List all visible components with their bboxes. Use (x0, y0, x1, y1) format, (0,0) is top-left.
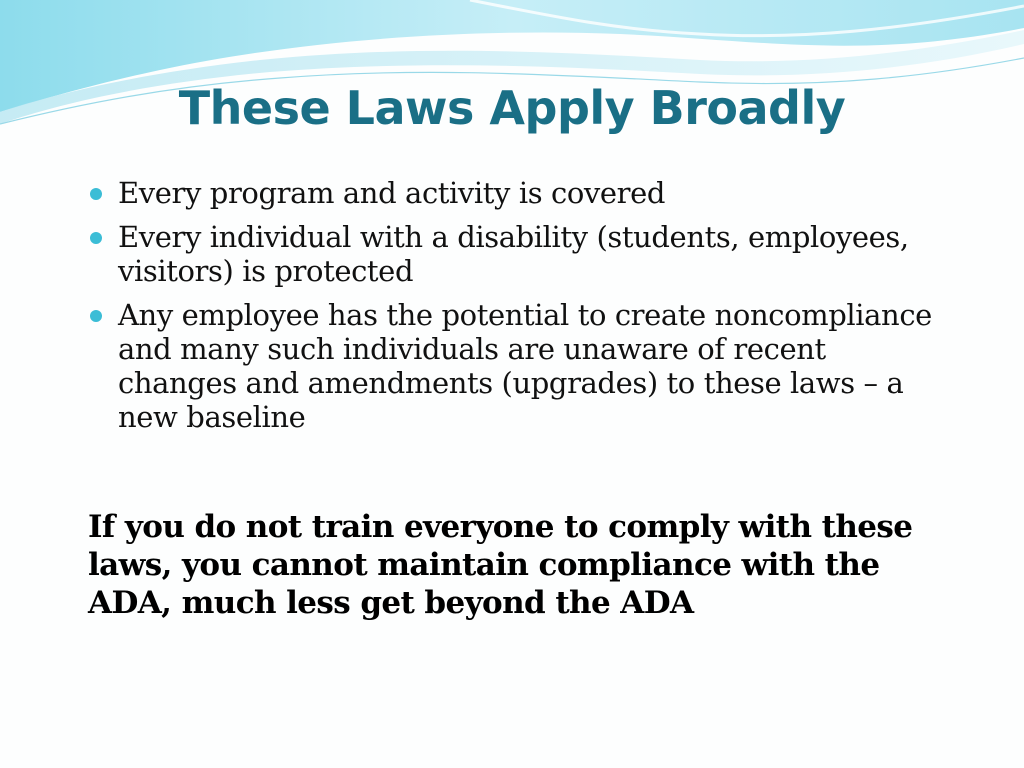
list-item (88, 298, 948, 434)
callout-statement: If you do not train everyone to comply with these laws, you cannot maintain compliance with the ADA, much less get beyond the ADA (88, 509, 913, 621)
bullet-text: Any employee has the potential to create noncompliance and many such individuals are unaware of recent changes and amendments (upgrades) to these laws – a new baseline (118, 298, 932, 434)
bullet-text: Every individual with a disability (students, employees, visitors) is protected (118, 220, 909, 288)
bullet-dot-icon (90, 188, 102, 200)
bullet-text: Every program and activity is covered (118, 176, 666, 210)
bullet-dot-icon (90, 232, 102, 244)
slide-title: These Laws Apply Broadly (178, 81, 846, 135)
list-item (88, 176, 948, 210)
bullet-dot-icon (90, 310, 102, 322)
bullet-list (88, 176, 948, 444)
list-item (88, 220, 948, 288)
